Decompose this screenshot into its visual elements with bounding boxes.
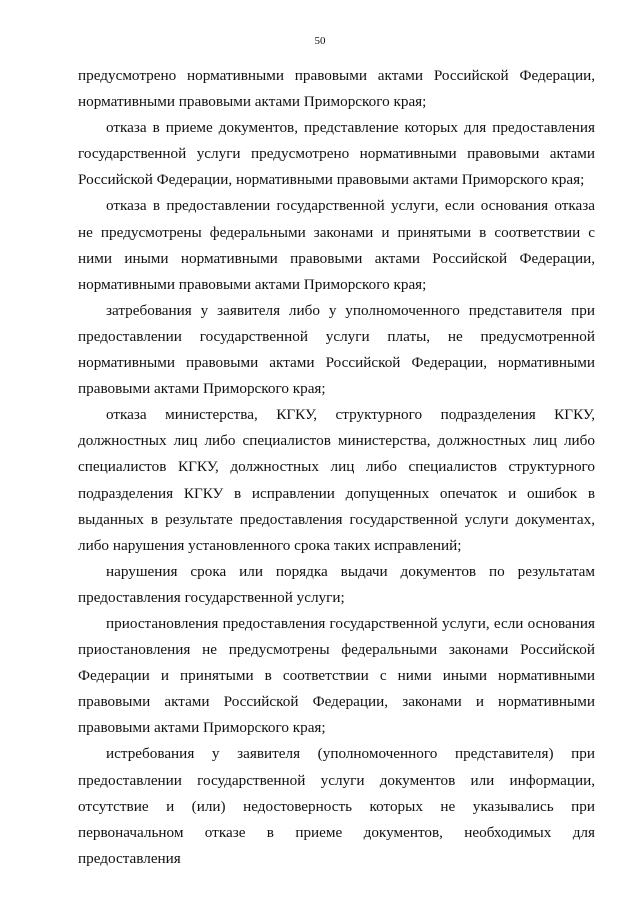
paragraph-demand-payment: затребования у заявителя либо у уполномоченного представителя при предоставлении государственной услуги платы, не предусмотренной нормативными правовыми актами Российской Федерации, нормативными правовыми актами Приморского края;: [78, 301, 595, 398]
document-body: [78, 63, 595, 872]
paragraph-refusal-accept-documents: отказа в приеме документов, представление которых для предоставления государственной услуги предусмотрено нормативными правовыми актами Российской Федерации, нормативными правовыми актами Приморского края;: [78, 119, 595, 189]
paragraph-violation-issue-deadline: нарушения срока или порядка выдачи документов по результатам предоставления государственной услуги;: [78, 562, 595, 606]
paragraph-continuation: предусмотрено нормативными правовыми актами Российской Федерации, нормативными правовыми актами Приморского края;: [78, 67, 595, 111]
page-number: 50: [314, 35, 326, 47]
paragraph-refusal-provide-service: отказа в предоставлении государственной услуги, если основания отказа не предусмотрены федеральными законами и принятыми в соответствии с ними иными нормативными правовыми актами Российской Федерации, нормативными правовыми актами Приморского края;: [78, 197, 595, 293]
paragraph-refusal-correct-errors: отказа министерства, КГКУ, структурного подразделения КГКУ, должностных лиц либо специалистов министерства, должностных лиц либо специалистов КГКУ, должностных лиц либо специалистов структурного подразделения КГКУ в исправлении допущенных опечаток и ошибок в выданных в результате предоставления государственной услуги документах, либо нарушения установленного срока таких исправлений;: [78, 406, 595, 554]
paragraph-demand-documents: истребования у заявителя (уполномоченного представителя) при предоставлении государственной услуги документов или информации, отсутствие и (или) недостоверность которых не указывались при первоначальном отказе в приеме документов, необходимых для предоставления: [78, 745, 595, 867]
paragraph-suspension: приостановления предоставления государственной услуги, если основания приостановления не предусмотрены федеральными законами Российской Федерации и принятыми в соответствии с ними иными нормативными правовыми актами Российской Федерации, законами и нормативными правовыми актами Приморского края;: [78, 614, 595, 737]
